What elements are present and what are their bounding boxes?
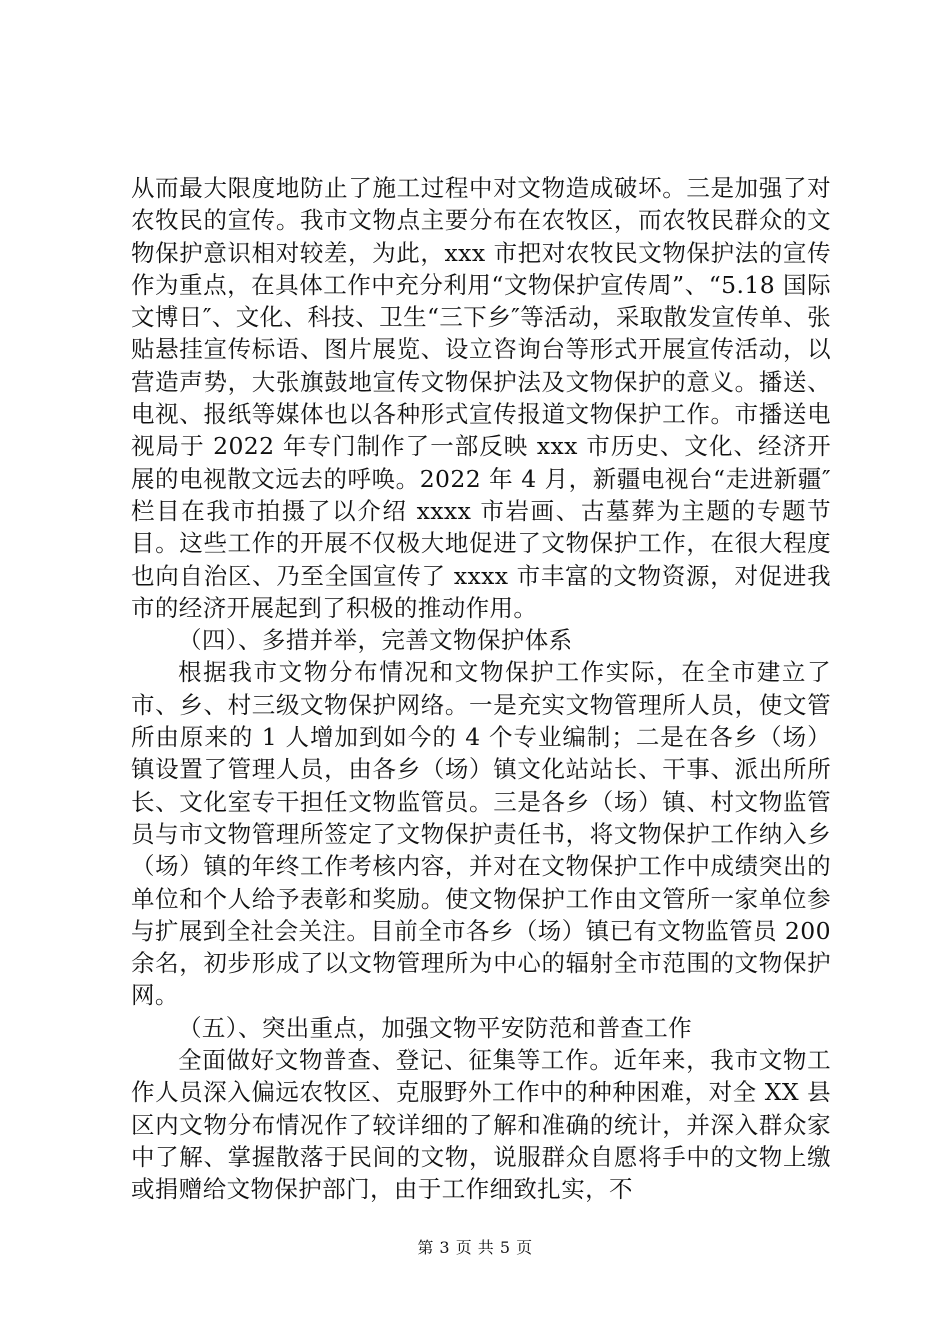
document-body	[131, 172, 839, 1206]
paragraph-protection-network: 根据我市文物分布情况和文物保护工作实际，在全市建立了市、乡、村三级文物保护网络。一是充实文物管理所人员，使文管所由原来的 1 人增加到如今的 4 个专业编制；二是在各乡（场）镇设置了管理人员，由各乡（场）镇文化站站长、干事、派出所所长、文化室专干担任文物监管员。三是各乡（场）镇、村文物监管员与市文物管理所签定了文物保护责任书，将文物保护工作纳入乡（场）镇的年终工作考核内容，并对在文物保护工作中成绩突出的单位和个人给予表彰和奖励。使文物保护工作由文管所一家单位参与扩展到全社会关注。目前全市各乡（场）镇已有文物监管员 200 余名，初步形成了以文物管理所为中心的辐射全市范围的文物保护网。	[131, 658, 839, 1010]
page-footer: 第 3 页 共 5 页	[417, 1238, 533, 1257]
paragraph-census: 全面做好文物普查、登记、征集等工作。近年来，我市文物工作人员深入偏远农牧区、克服野外工作中的种种困难，对全 XX 县区内文物分布情况作了较详细的了解和准确的统计，并深入群众家中了解、掌握散落于民间的文物，说服群众自愿将手中的文物上缴或捐赠给文物保护部门，由于工作细致扎实，不	[131, 1046, 831, 1204]
paragraph-publicity: 从而最大限度地防止了施工过程中对文物造成破坏。三是加强了对农牧民的宣传。我市文物点主要分布在农牧区，而农牧民群众的文物保护意识相对较差，为此，xxx 市把对农牧民文物保护法的宣传作为重点，在具体工作中充分利用“文物保护宣传周”、“5.18 国际文博日″、文化、科技、卫生“三下乡″等活动，采取散发宣传单、张贴悬挂宣传标语、图片展览、设立咨询台等形式开展宣传活动，以营造声势，大张旗鼓地宣传文物保护法及文物保护的意义。播送、电视、报纸等媒体也以各种形式宣传报道文物保护工作。市播送电视局于 2022 年专门制作了一部反映 xxx 市历史、文化、经济开展的电视散文远去的呼唤。2022 年 4 月，新疆电视台“走进新疆″栏目在我市拍摄了以介绍 xxxx 市岩画、古墓葬为主题的专题节目。这些工作的开展不仅极大地促进了文物保护工作，在很大程度也向自治区、乃至全国宣传了 xxxx 市丰富的文物资源，对促进我市的经济开展起到了积极的推动作用。	[131, 174, 831, 622]
section-heading-4: （四）、多措并举，完善文物保护体系	[178, 626, 573, 655]
section-heading-5: （五）、突出重点，加强文物平安防范和普查工作	[178, 1013, 693, 1042]
